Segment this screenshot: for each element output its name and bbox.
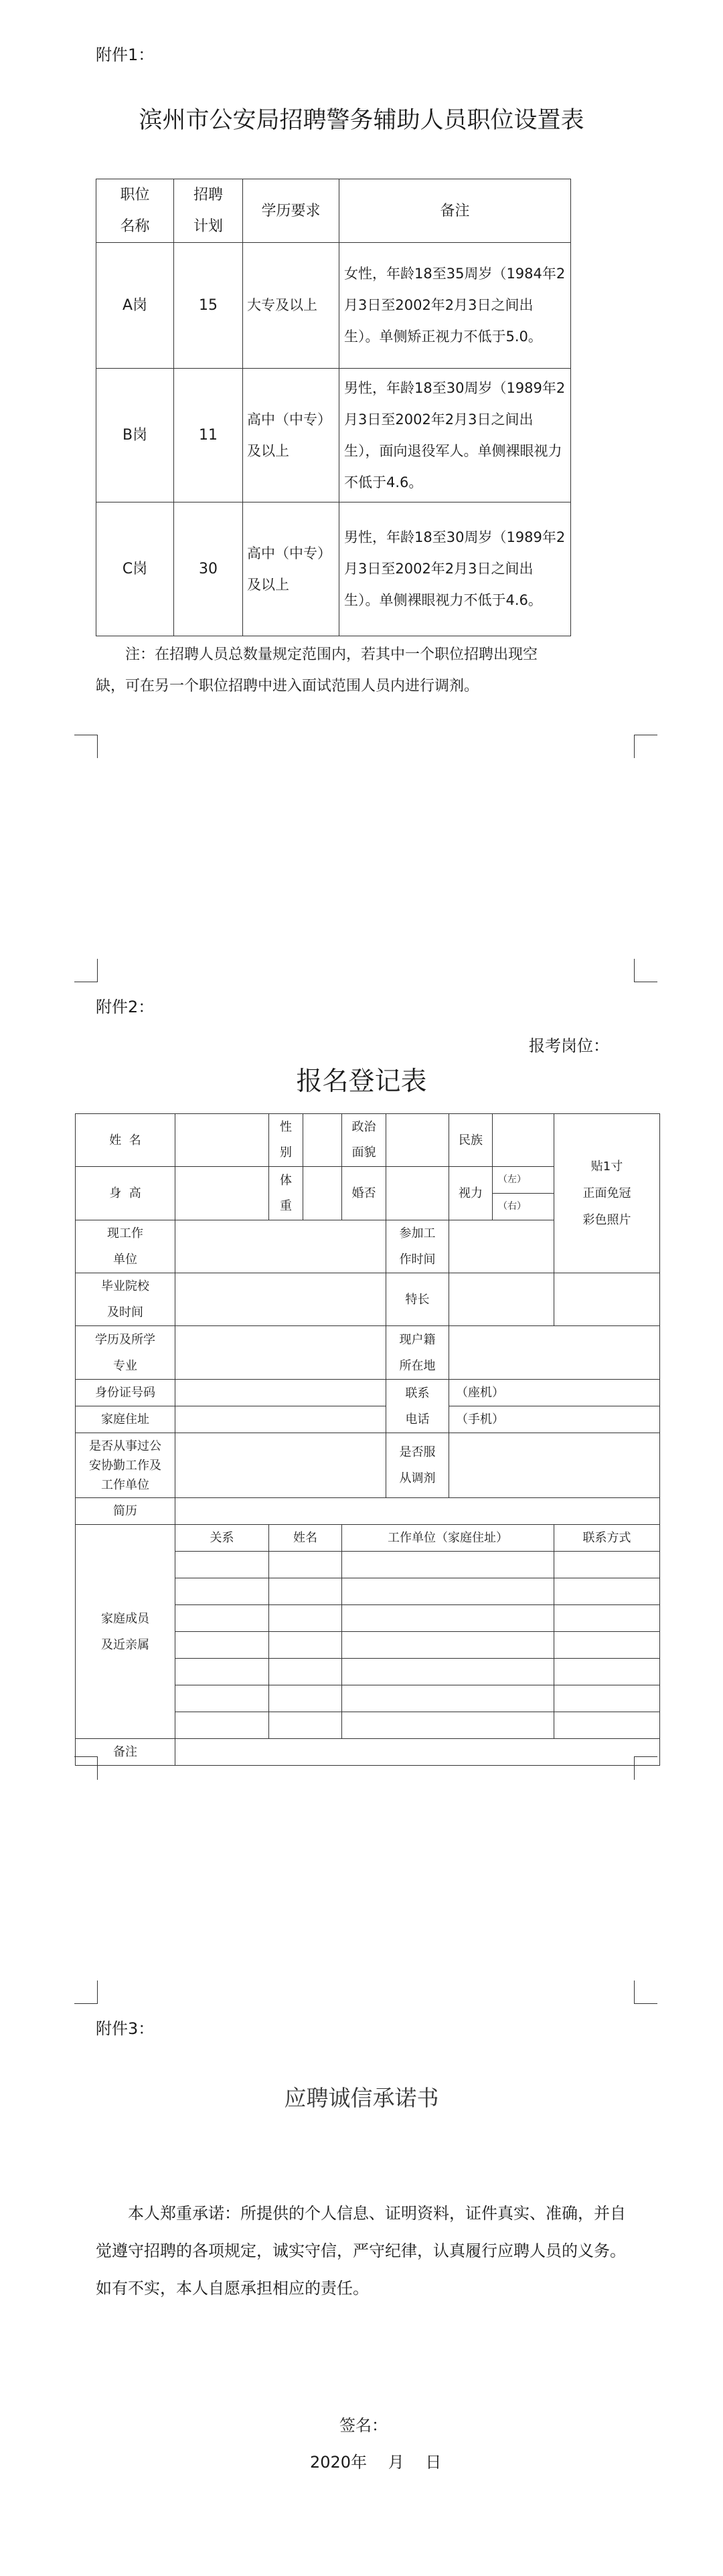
cell-position: C岗 <box>96 502 174 636</box>
label-text: 政治 <box>351 1120 376 1134</box>
header-remark: 备注 <box>339 179 571 243</box>
crop-mark <box>74 1756 98 1780</box>
input-police-work[interactable] <box>175 1433 386 1498</box>
input-accept-adjust[interactable] <box>449 1433 660 1498</box>
label-political <box>342 1114 386 1167</box>
label-text: 及近亲属 <box>101 1637 149 1652</box>
cell-position: B岗 <box>96 369 174 502</box>
cell-plan: 11 <box>174 369 243 502</box>
signature-date: 2020年 月 日 <box>310 2453 442 2472</box>
family-header-contact: 联系方式 <box>554 1525 660 1552</box>
input-specialty[interactable] <box>449 1273 554 1326</box>
input-work-unit[interactable] <box>175 1220 386 1273</box>
cell-remark: 女性，年龄18至35周岁（1984年2月3日至2002年2月3日之间出生）。单侧矫正视力不低于5.0。 <box>339 243 571 369</box>
family-name[interactable] <box>269 1632 342 1659</box>
family-name[interactable] <box>269 1552 342 1578</box>
label-text: 专业 <box>113 1358 137 1373</box>
input-name[interactable] <box>175 1114 269 1167</box>
header-education: 学历要求 <box>243 179 339 243</box>
family-work-unit[interactable] <box>342 1659 554 1685</box>
family-relation[interactable] <box>175 1578 269 1605</box>
label-text: 单位 <box>113 1253 137 1267</box>
family-name[interactable] <box>269 1605 342 1632</box>
photo-text: 贴1寸 <box>590 1159 623 1174</box>
label-text: 学历及所学 <box>95 1332 155 1347</box>
input-mobile[interactable]: （手机） <box>449 1406 660 1433</box>
input-hukou[interactable] <box>449 1326 660 1380</box>
input-work-start[interactable] <box>449 1220 554 1273</box>
family-relation[interactable] <box>175 1632 269 1659</box>
cell-education: 大专及以上 <box>243 243 339 369</box>
photo-text: 彩色照片 <box>582 1212 631 1227</box>
input-vision-left[interactable]: （左） <box>493 1167 554 1194</box>
label-vision: 视力 <box>449 1167 493 1220</box>
label-text: 及时间 <box>107 1305 143 1319</box>
label-text: 联系 <box>405 1386 430 1400</box>
label-text: 家庭成员 <box>101 1611 149 1626</box>
input-weight[interactable] <box>303 1167 342 1220</box>
crop-mark <box>74 959 98 982</box>
label-accept-adjust <box>386 1433 449 1498</box>
label-family <box>76 1525 175 1739</box>
crop-mark <box>634 959 657 982</box>
label-height: 身 高 <box>76 1167 175 1220</box>
input-gender[interactable] <box>303 1114 342 1167</box>
header-text: 名称 <box>120 218 150 235</box>
input-degree[interactable] <box>175 1326 386 1380</box>
label-degree <box>76 1326 175 1380</box>
position-table-header <box>96 179 571 243</box>
family-relation[interactable] <box>175 1605 269 1632</box>
apply-position-label: 报考岗位： <box>529 1036 609 1055</box>
family-work-unit[interactable] <box>342 1712 554 1739</box>
family-work-unit[interactable] <box>342 1632 554 1659</box>
cell-remark: 男性，年龄18至30周岁（1989年2月3日至2002年2月3日之间出生）。单侧裸眼视力不低于4.6。 <box>339 502 571 636</box>
label-text: 体 <box>280 1173 292 1188</box>
input-home-address[interactable] <box>175 1406 386 1433</box>
label-police-work <box>76 1433 175 1498</box>
position-table <box>96 179 571 636</box>
label-specialty: 特长 <box>386 1273 449 1326</box>
crop-mark <box>74 735 98 758</box>
family-work-unit[interactable] <box>342 1552 554 1578</box>
family-contact[interactable] <box>554 1659 660 1685</box>
input-political[interactable] <box>386 1114 449 1167</box>
crop-mark <box>634 1756 657 1780</box>
label-text: 重 <box>280 1198 292 1213</box>
label-text: 是否从事过公 <box>89 1439 161 1453</box>
registration-form-title: 报名登记表 <box>296 1067 427 1097</box>
attachment-1-label: 附件1： <box>96 45 155 64</box>
label-text: 现户籍 <box>399 1332 436 1347</box>
photo-box[interactable] <box>554 1114 660 1273</box>
pledge-body: 本人郑重承诺：所提供的个人信息、证明资料，证件真实、准确，并自觉遵守招聘的各项规定，诚实守信，严守纪律，认真履行应聘人员的义务。如有不实，本人自愿承担相应的责任。 <box>96 2204 626 2298</box>
family-contact[interactable] <box>554 1632 660 1659</box>
label-gender <box>269 1114 303 1167</box>
family-contact[interactable] <box>554 1685 660 1712</box>
photo-text: 正面免冠 <box>582 1186 631 1200</box>
label-text: 安协勤工作及 <box>89 1458 161 1473</box>
family-relation[interactable] <box>175 1685 269 1712</box>
attachment-2-label: 附件2： <box>96 998 155 1016</box>
label-text: 所在地 <box>399 1358 436 1373</box>
label-text: 作时间 <box>399 1253 436 1267</box>
family-name[interactable] <box>269 1578 342 1605</box>
photo-box-empty <box>554 1273 660 1326</box>
label-text: 性 <box>280 1120 292 1134</box>
header-text: 职位 <box>120 187 150 203</box>
header-text: 招聘 <box>193 187 223 203</box>
input-marital[interactable] <box>386 1167 449 1220</box>
label-id-number: 身份证号码 <box>76 1380 175 1406</box>
family-contact[interactable] <box>554 1605 660 1632</box>
label-text: 别 <box>280 1145 292 1160</box>
header-text: 计划 <box>193 218 223 235</box>
label-text: 面貌 <box>351 1145 376 1160</box>
family-relation[interactable] <box>175 1659 269 1685</box>
label-text: 现工作 <box>107 1226 143 1240</box>
family-work-unit[interactable] <box>342 1605 554 1632</box>
label-text: 毕业院校 <box>101 1279 149 1293</box>
input-vision-right[interactable]: （右） <box>493 1194 554 1220</box>
family-relation[interactable] <box>175 1552 269 1578</box>
family-contact[interactable] <box>554 1712 660 1739</box>
label-remarks: 备注 <box>76 1739 175 1766</box>
table-row <box>96 243 571 369</box>
family-header-relation: 关系 <box>175 1525 269 1552</box>
label-resume: 简历 <box>76 1498 175 1525</box>
label-phone <box>386 1380 449 1433</box>
input-id-number[interactable] <box>175 1380 386 1406</box>
cell-plan: 30 <box>174 502 243 636</box>
family-name[interactable] <box>269 1685 342 1712</box>
label-text: 电话 <box>405 1412 430 1427</box>
cell-education: 高中（中专）及以上 <box>243 502 339 636</box>
label-hukou <box>386 1326 449 1380</box>
label-text: 工作单位 <box>101 1477 149 1492</box>
input-resume[interactable] <box>175 1498 660 1525</box>
family-work-unit[interactable] <box>342 1685 554 1712</box>
registration-form <box>75 1113 660 1766</box>
label-ethnicity: 民族 <box>449 1114 493 1167</box>
crop-mark <box>634 735 657 758</box>
cell-remark: 男性，年龄18至30周岁（1989年2月3日至2002年2月3日之间出生），面向退役军人。单侧裸眼视力不低于4.6。 <box>339 369 571 502</box>
input-landline[interactable]: （座机） <box>449 1380 660 1406</box>
family-work-unit[interactable] <box>342 1578 554 1605</box>
signature-label: 签名： <box>339 2416 388 2435</box>
header-position-name <box>96 179 174 243</box>
label-text: 参加工 <box>399 1226 436 1240</box>
cell-education: 高中（中专）及以上 <box>243 369 339 502</box>
cell-position: A岗 <box>96 243 174 369</box>
position-table-note: 注：在招聘人员总数量规定范围内，若其中一个职位招聘出现空缺，可在另一个职位招聘中进入面试范围人员内进行调剂。 <box>96 646 538 695</box>
label-work-unit <box>76 1220 175 1273</box>
family-contact[interactable] <box>554 1552 660 1578</box>
label-work-start <box>386 1220 449 1273</box>
label-text: 从调剂 <box>399 1471 436 1485</box>
label-school <box>76 1273 175 1326</box>
input-school[interactable] <box>175 1273 386 1326</box>
family-header-name: 姓名 <box>269 1525 342 1552</box>
position-table-title: 滨州市公安局招聘警务辅助人员职位设置表 <box>139 107 584 134</box>
family-header-work-unit: 工作单位（家庭住址） <box>342 1525 554 1552</box>
label-text: 是否服 <box>399 1445 436 1459</box>
family-contact[interactable] <box>554 1578 660 1605</box>
pledge-title: 应聘诚信承诺书 <box>284 2085 439 2111</box>
table-row <box>96 369 571 502</box>
table-row <box>96 502 571 636</box>
input-ethnicity[interactable] <box>493 1114 554 1167</box>
crop-mark <box>634 1981 657 2004</box>
family-relation[interactable] <box>175 1712 269 1739</box>
label-marital: 婚否 <box>342 1167 386 1220</box>
family-name[interactable] <box>269 1659 342 1685</box>
family-name[interactable] <box>269 1712 342 1739</box>
input-height[interactable] <box>175 1167 269 1220</box>
label-home-address: 家庭住址 <box>76 1406 175 1433</box>
label-weight <box>269 1167 303 1220</box>
header-plan <box>174 179 243 243</box>
attachment-3-label: 附件3： <box>96 2019 155 2038</box>
cell-plan: 15 <box>174 243 243 369</box>
crop-mark <box>74 1981 98 2004</box>
label-name: 姓 名 <box>76 1114 175 1167</box>
input-remarks[interactable] <box>175 1739 660 1766</box>
